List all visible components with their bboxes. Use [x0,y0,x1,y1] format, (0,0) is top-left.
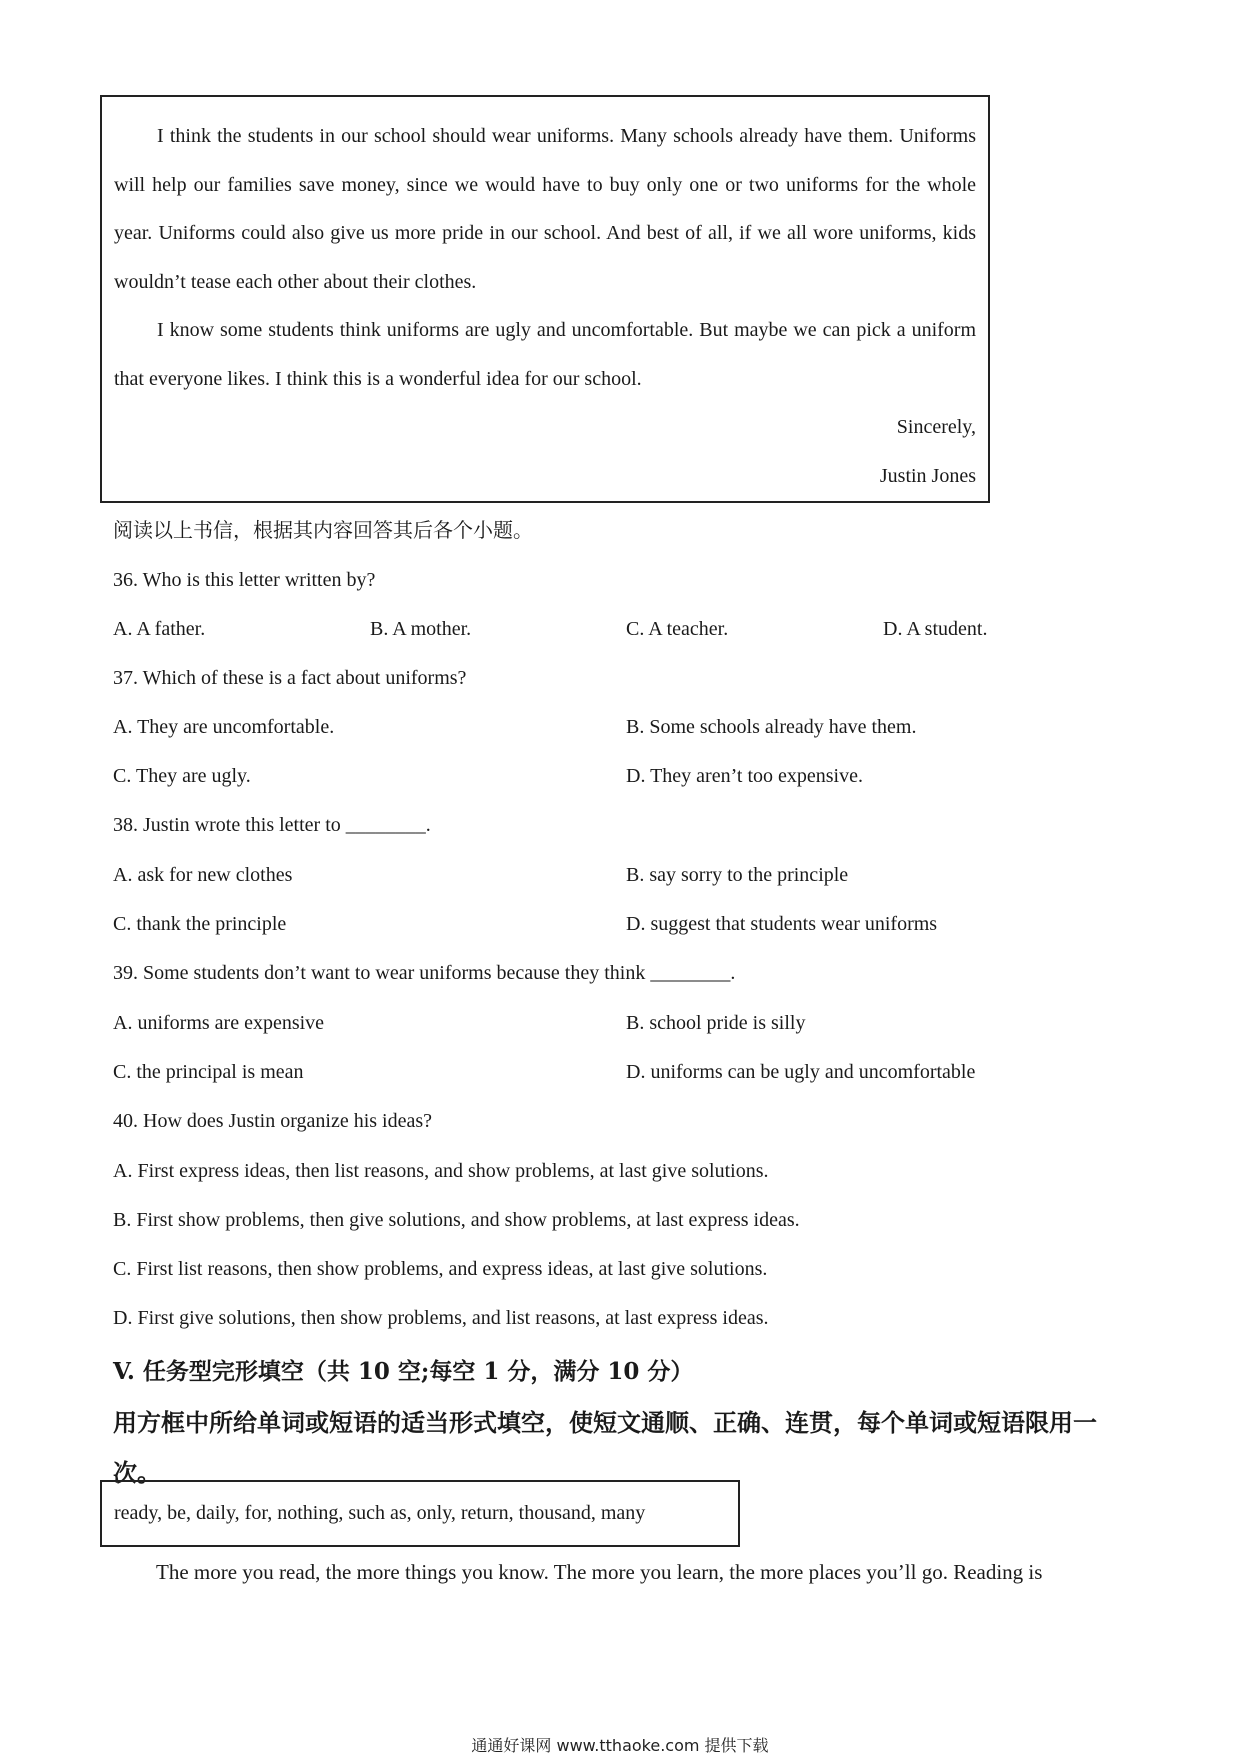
option: A. They are uncomfortable. [113,716,335,738]
word-bank-box [100,1480,740,1547]
letter-signature: Justin Jones [879,464,976,487]
option: D. A student. [883,618,988,640]
option: D. suggest that students wear uniforms [626,913,938,935]
option: C. the principal is mean [113,1061,304,1083]
page-footer: 通通好课网 www.tthaoke.com 提供下载 [471,1736,769,1755]
question-stem: 37. Which of these is a fact about uniforms? [113,667,467,689]
option: D. They aren’t too expensive. [626,765,863,787]
letter-paragraph-2: I know some students think uniforms are ugly and uncomfortable. But maybe we can pick a uniform that everyone likes. I think this is a wonderful idea for our school. [114,319,976,390]
option: C. First list reasons, then show problems, and express ideas, at last give solutions. [113,1258,768,1280]
question-stem: 38. Justin wrote this letter to ________. [113,814,431,836]
option: B. Some schools already have them. [626,716,917,738]
letter-closing: Sincerely, [896,416,976,438]
passage-text: The more you read, the more things you know. The more you learn, the more places you’ll go. Reading is [156,1560,1043,1584]
word-bank: ready, be, daily, for, nothing, such as, only, return, thousand, many [114,1502,646,1524]
option: B. school pride is silly [626,1012,806,1034]
option: B. A mother. [370,618,472,640]
option: C. A teacher. [626,618,729,640]
option: B. First show problems, then give solutions, and show problems, at last express ideas. [113,1209,800,1231]
question-stem: 36. Who is this letter written by? [113,569,376,591]
option: B. say sorry to the principle [626,864,849,886]
letter-paragraph-1: I think the students in our school should wear uniforms. Many schools already have them. Uniforms will help our families save money, since we would have to buy only one or two uniforms for the whole year. Uniforms could also give us more pride in our school. And best of all, if we all wore uniforms, kids wouldn’t tease each other about their clothes. [114,125,976,293]
option: A. uniforms are expensive [113,1012,325,1034]
question-stem: 39. Some students don’t want to wear uniforms because they think ________. [113,962,736,984]
question-stem: 40. How does Justin organize his ideas? [113,1110,433,1132]
option: A. First express ideas, then list reasons, and show problems, at last give solutions. [113,1160,769,1182]
section-heading: V. 任务型完形填空（共 10 空;每空 1 分，满分 10 分） [113,1358,694,1385]
option: C. thank the principle [113,913,287,935]
reading-instruction: 阅读以上书信，根据其内容回答其后各个小题。 [113,518,533,542]
option: A. A father. [113,618,206,640]
option: A. ask for new clothes [113,864,293,886]
option: C. They are ugly. [113,765,251,787]
option: D. uniforms can be ugly and uncomfortable [626,1061,976,1083]
section-instruction: 用方框中所给单词或短语的适当形式填空，使短文通顺、正确、连贯，每个单词或短语限用一次。 [113,1408,1097,1487]
letter-box [100,95,990,503]
option: D. First give solutions, then show problems, and list reasons, at last express ideas. [113,1307,769,1329]
